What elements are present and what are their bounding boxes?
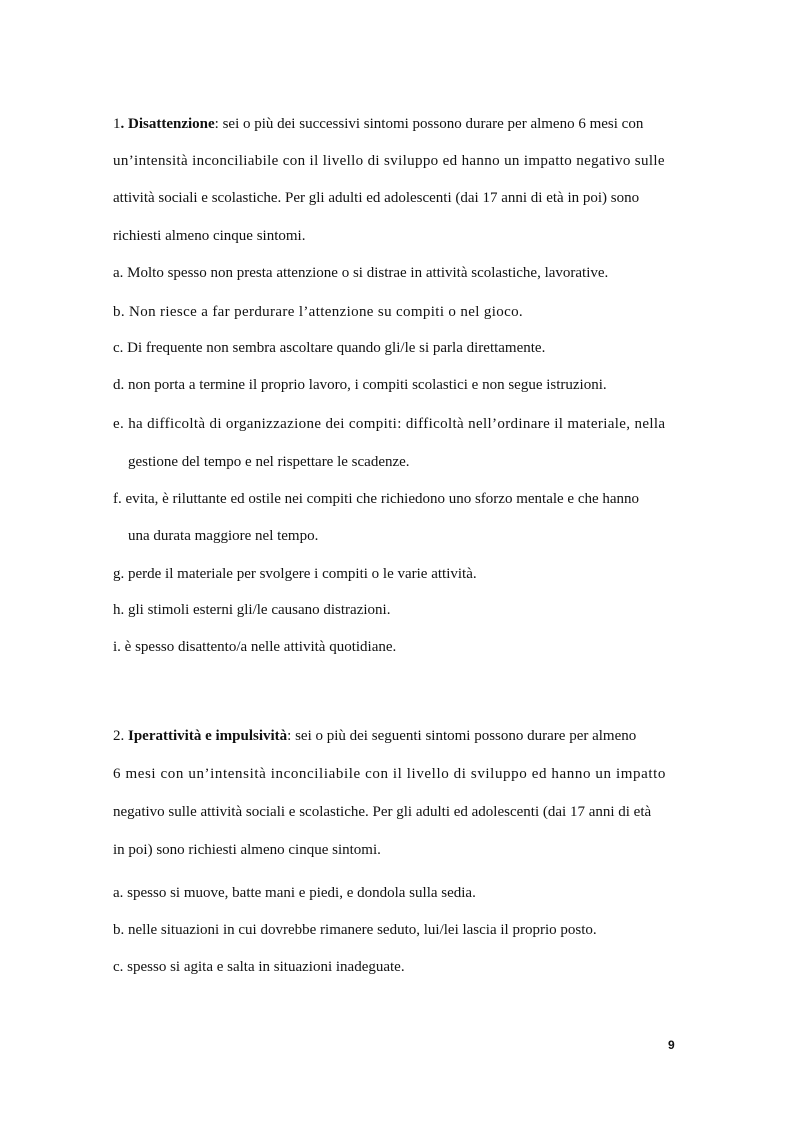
section2-heading-line (113, 727, 636, 745)
section1-item-f-cont: una durata maggiore nel tempo. (128, 528, 319, 544)
section1-number: 1 (113, 116, 121, 132)
section1-title: . Disattenzione (120, 116, 215, 132)
section2-intro-rest: : sei o più dei seguenti sintomi possono durare per almeno (287, 728, 637, 744)
section1-item-i: i. è spesso disattento/a nelle attività quotidiane. (113, 639, 397, 655)
section1-item-e: e. ha difficoltà di organizzazione dei compiti: difficoltà nell’ordinare il materiale, nella (113, 416, 666, 432)
section2-title: Iperattività e impulsività (128, 728, 288, 744)
section1-intro-rest: : sei o più dei successivi sintomi possono durare per almeno 6 mesi con (214, 116, 644, 132)
section1-intro-line: attività sociali e scolastiche. Per gli adulti ed adolescenti (dai 17 anni di età in poi) sono (113, 190, 640, 206)
page-number: 9 (668, 1038, 675, 1052)
section1-item-f: f. evita, è riluttante ed ostile nei compiti che richiedono uno sforzo mentale e che hanno (113, 491, 640, 507)
section1-intro-line: richiesti almeno cinque sintomi. (113, 228, 306, 244)
section1-item-h: h. gli stimoli esterni gli/le causano distrazioni. (113, 602, 391, 618)
section2-item-c: c. spesso si agita e salta in situazioni inadeguate. (113, 959, 405, 975)
section1-intro-line: un’intensità inconciliabile con il livello di sviluppo ed hanno un impatto negativo sulle (113, 153, 665, 169)
section1-item-a: a. Molto spesso non presta attenzione o si distrae in attività scolastiche, lavorative. (113, 265, 609, 281)
section2-intro-line: in poi) sono richiesti almeno cinque sintomi. (113, 842, 381, 858)
section1-item-g: g. perde il materiale per svolgere i compiti o le varie attività. (113, 566, 477, 582)
section2-intro-line: 6 mesi con un’intensità inconciliabile con il livello di sviluppo ed hanno un impatto (113, 766, 666, 782)
section1-item-b: b. Non riesce a far perdurare l’attenzione su compiti o nel gioco. (113, 304, 524, 320)
section2-intro-line: negativo sulle attività sociali e scolastiche. Per gli adulti ed adolescenti (dai 17 anni di età (113, 804, 652, 820)
section2-item-b: b. nelle situazioni in cui dovrebbe rimanere seduto, lui/lei lascia il proprio posto. (113, 922, 597, 938)
section1-heading-line (113, 115, 643, 133)
section1-item-d: d. non porta a termine il proprio lavoro, i compiti scolastici e non segue istruzioni. (113, 377, 607, 393)
section2-number: 2. (113, 728, 128, 744)
section2-item-a: a. spesso si muove, batte mani e piedi, e dondola sulla sedia. (113, 885, 476, 901)
section1-item-e-cont: gestione del tempo e nel rispettare le scadenze. (128, 454, 410, 470)
section1-item-c: c. Di frequente non sembra ascoltare quando gli/le si parla direttamente. (113, 340, 546, 356)
